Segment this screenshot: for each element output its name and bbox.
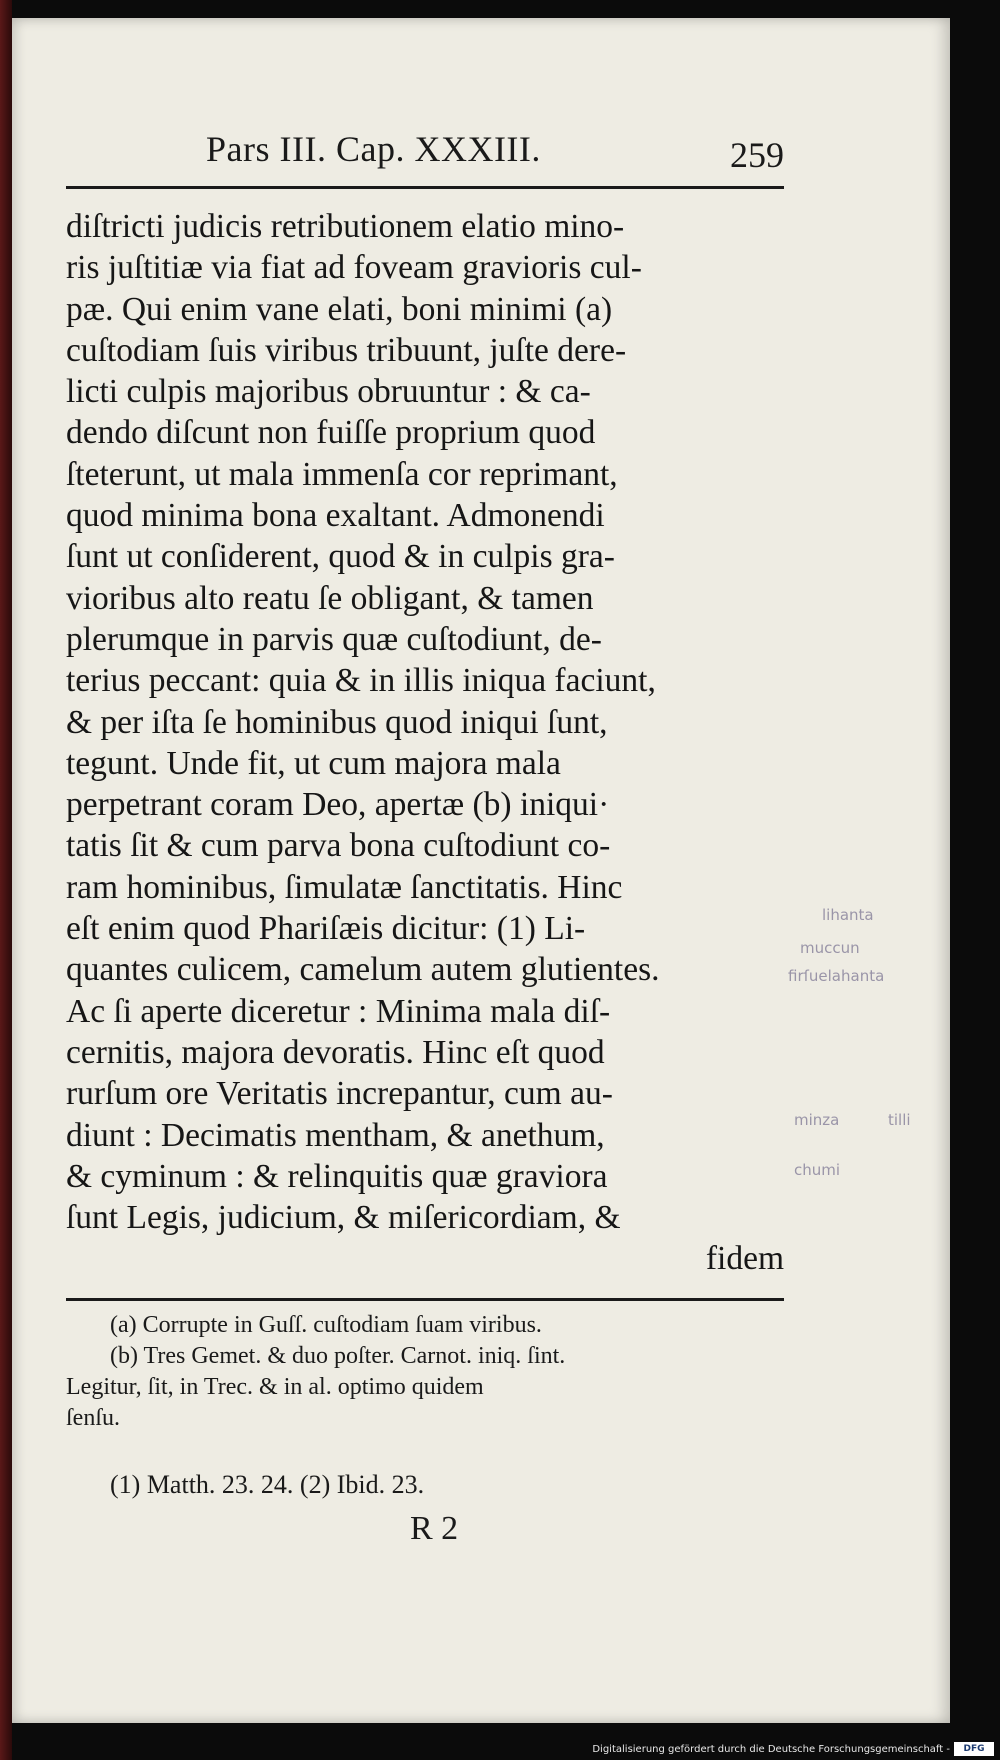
text-line: ris juſtitiæ via fiat ad foveam gravioris cul- bbox=[66, 249, 642, 287]
text-line: ſunt Legis, judicium, & miſericordiam, & bbox=[66, 1199, 621, 1237]
digitization-credit: Digitalisierung gefördert durch die Deutsche Forschungsgemeinschaft - bbox=[592, 1744, 950, 1755]
text-line: diſtricti judicis retributionem elatio mino- bbox=[66, 208, 625, 245]
footnote-line: Legitur, ſit, in Trec. & in al. optimo quidem bbox=[66, 1374, 484, 1400]
main-text bbox=[66, 206, 784, 1280]
scripture-references: (1) Matth. 23. 24. (2) Ibid. 23. bbox=[110, 1470, 425, 1499]
marginal-gloss: firſuelahanta bbox=[788, 967, 885, 985]
text-line: ſunt ut conſiderent, quod & in culpis gra- bbox=[66, 538, 615, 576]
text-line: & cyminum : & relinquitis quæ graviora bbox=[66, 1157, 608, 1195]
signature-mark: R 2 bbox=[410, 1510, 459, 1547]
text-line: eſt enim quod Phariſæis dicitur: (1) Li- bbox=[66, 910, 586, 948]
text-line: cuſtodiam ſuis viribus tribuunt, juſte dere- bbox=[66, 331, 627, 369]
dfg-logo: DFG bbox=[954, 1742, 994, 1756]
text-line: tegunt. Unde fit, ut cum majora mala bbox=[66, 744, 561, 782]
text-line: quod minima bona exaltant. Admonendi bbox=[66, 497, 605, 535]
text-line: diunt : Decimatis mentham, & anethum, bbox=[66, 1116, 605, 1154]
text-line: cernitis, majora devoratis. Hinc eſt quod bbox=[66, 1033, 605, 1071]
page-number: 259 bbox=[730, 135, 784, 175]
text-line: perpetrant coram Deo, apertæ (b) iniqui· bbox=[66, 786, 610, 824]
footnote-rule bbox=[66, 1298, 784, 1301]
marginal-gloss: lihanta bbox=[822, 906, 874, 924]
book-edge bbox=[0, 0, 12, 1760]
footnote-line: (a) Corrupte in Guſſ. cuſtodiam ſuam viribus. bbox=[110, 1312, 542, 1338]
text-line: rurſum ore Veritatis increpantur, cum au- bbox=[66, 1075, 613, 1113]
header-rule bbox=[66, 186, 784, 189]
text-line: dendo diſcunt non fuiſſe proprium quod bbox=[66, 414, 596, 452]
text-line: licti culpis majoribus obruuntur : & ca- bbox=[66, 373, 591, 411]
running-head: Pars III. Cap. XXXIII. bbox=[206, 129, 541, 169]
footnote-line: (b) Tres Gemet. & duo poſter. Carnot. iniq. ſint. bbox=[110, 1343, 566, 1369]
marginal-gloss: muccun bbox=[800, 939, 860, 957]
catchword: fidem bbox=[705, 1240, 784, 1278]
text-line: quantes culicem, camelum autem glutientes. bbox=[66, 951, 660, 989]
footnote-line: ſenſu. bbox=[66, 1405, 120, 1431]
marginal-gloss: tilli bbox=[888, 1111, 911, 1129]
text-line: ſteterunt, ut mala immenſa cor reprimant, bbox=[66, 455, 618, 493]
text-line: tatis ſit & cum parva bona cuſtodiunt co- bbox=[66, 827, 611, 865]
text-line: pæ. Qui enim vane elati, boni minimi (a) bbox=[66, 290, 613, 328]
text-line: Ac ſi aperte diceretur : Minima mala diſ- bbox=[66, 992, 611, 1030]
text-line: ram hominibus, ſimulatæ ſanctitatis. Hinc bbox=[66, 868, 623, 906]
text-line: vioribus alto reatu ſe obligant, & tamen bbox=[66, 579, 594, 617]
footnotes bbox=[66, 1310, 792, 1434]
page-header bbox=[66, 128, 784, 178]
text-line: terius peccant: quia & in illis iniqua faciunt, bbox=[66, 662, 656, 700]
marginal-gloss: minza bbox=[794, 1111, 840, 1129]
text-line: plerumque in parvis quæ cuſtodiunt, de- bbox=[66, 620, 602, 658]
marginal-gloss: chumi bbox=[794, 1161, 841, 1179]
text-line: & per iſta ſe hominibus quod iniqui ſunt, bbox=[66, 703, 608, 741]
